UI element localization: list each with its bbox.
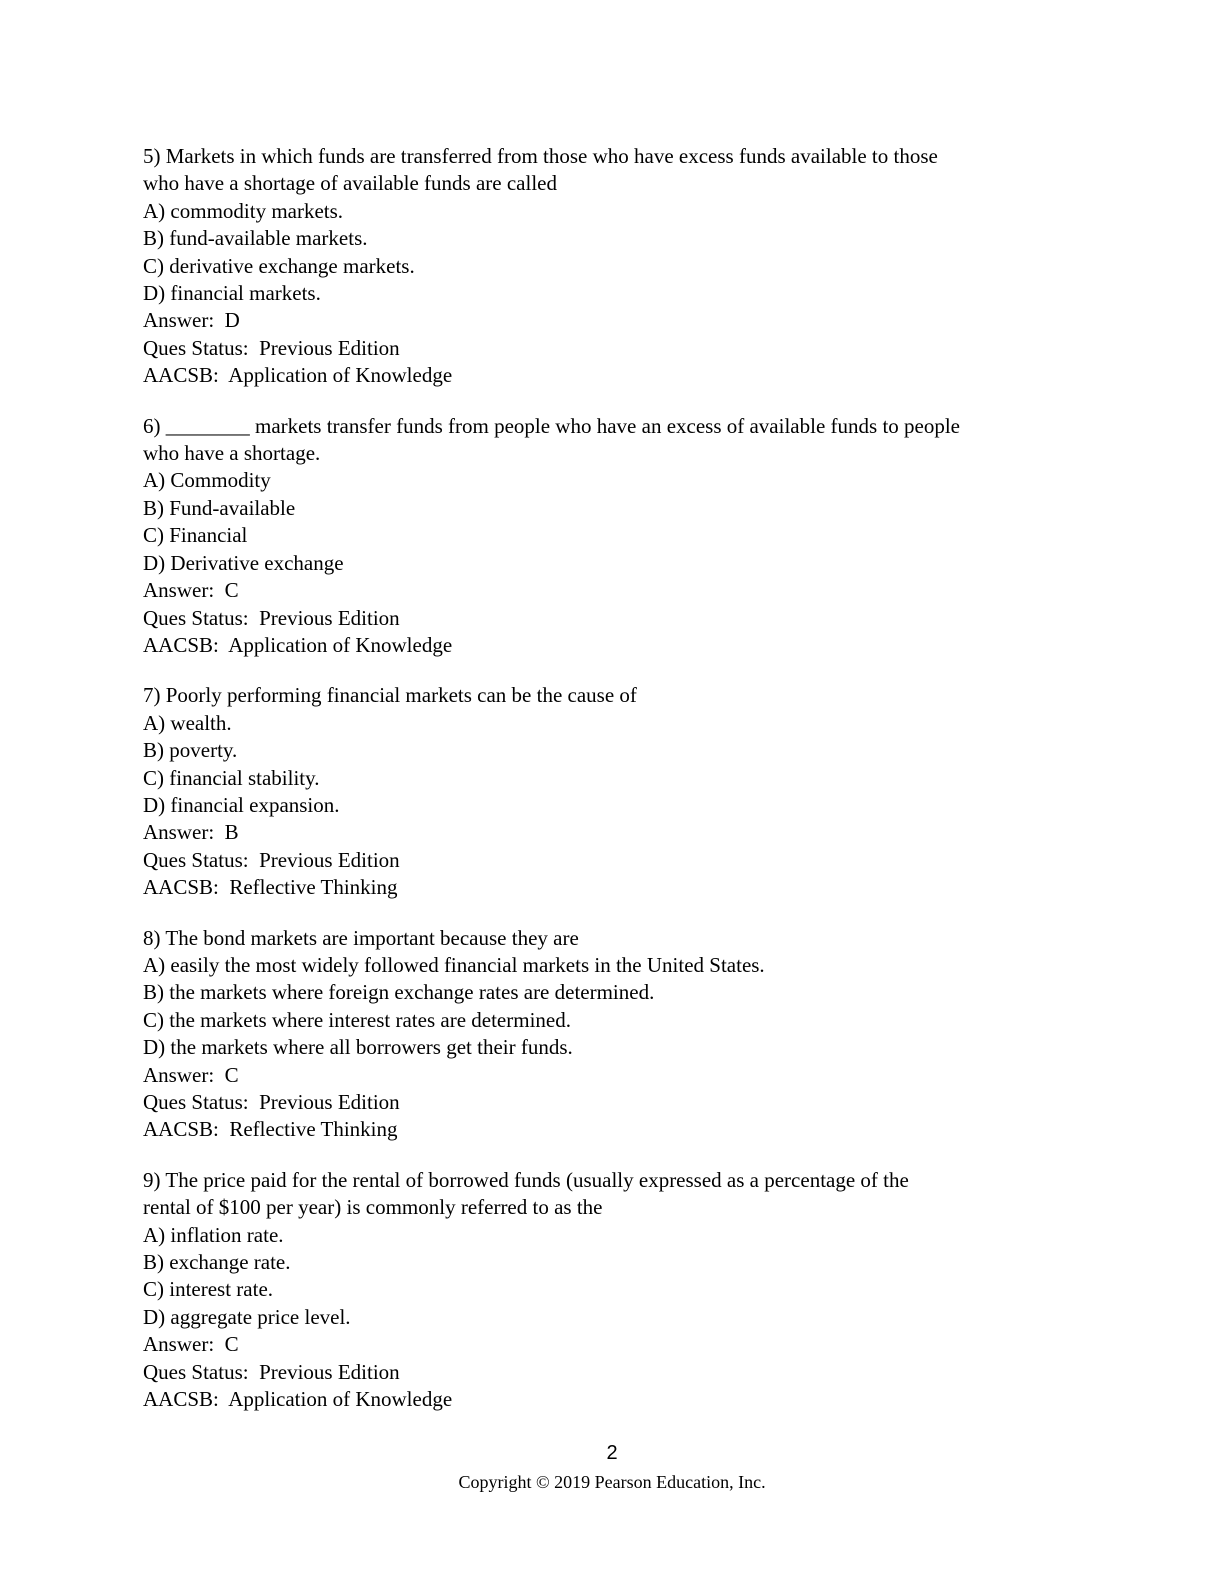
question-stem-line: 8) The bond markets are important because they are — [143, 925, 579, 950]
answer-option-d: D) financial markets. — [143, 281, 321, 306]
question-status: Ques Status: Previous Edition — [143, 335, 400, 360]
question-stem-line: 6) ________ markets transfer funds from people who have an excess of available funds to people — [143, 413, 961, 438]
question-status: Ques Status: Previous Edition — [143, 1359, 400, 1384]
page-number: 2 — [606, 1442, 618, 1464]
question-8 — [143, 925, 1083, 1144]
question-7 — [143, 682, 1083, 901]
answer-key: Answer: C — [143, 1062, 239, 1087]
question-9 — [143, 1167, 1083, 1414]
answer-key: Answer: D — [143, 308, 240, 333]
answer-option-b: B) Fund-available — [143, 495, 296, 520]
answer-option-b: B) fund-available markets. — [143, 226, 368, 251]
aacsb-tag: AACSB: Application of Knowledge — [143, 1387, 453, 1412]
answer-option-a: A) easily the most widely followed financial markets in the United States. — [143, 952, 765, 977]
answer-option-d: D) Derivative exchange — [143, 550, 344, 575]
aacsb-tag: AACSB: Application of Knowledge — [143, 632, 453, 657]
question-5 — [143, 143, 1083, 390]
answer-option-a: A) inflation rate. — [143, 1222, 284, 1247]
question-status: Ques Status: Previous Edition — [143, 1090, 400, 1114]
answer-option-d: D) the markets where all borrowers get their funds. — [143, 1035, 573, 1060]
answer-option-a: A) Commodity — [143, 468, 271, 493]
answer-option-c: C) interest rate. — [143, 1277, 274, 1302]
answer-option-b: B) poverty. — [143, 738, 238, 763]
answer-option-d: D) financial expansion. — [143, 792, 340, 817]
question-status: Ques Status: Previous Edition — [143, 847, 400, 872]
answer-key: Answer: B — [143, 820, 239, 845]
question-stem-line: 5) Markets in which funds are transferred from those who have excess funds available to those — [143, 144, 938, 168]
question-status: Ques Status: Previous Edition — [143, 605, 400, 630]
question-stem-line: 9) The price paid for the rental of borrowed funds (usually expressed as a percentage of the — [143, 1167, 909, 1192]
answer-key: Answer: C — [143, 1332, 239, 1357]
answer-option-b: B) exchange rate. — [143, 1250, 291, 1275]
answer-option-a: A) commodity markets. — [143, 198, 344, 223]
answer-option-c: C) financial stability. — [143, 765, 320, 790]
answer-option-c: C) Financial — [143, 523, 248, 548]
aacsb-tag: AACSB: Reflective Thinking — [143, 875, 398, 900]
answer-option-c: C) derivative exchange markets. — [143, 253, 415, 278]
answer-option-a: A) wealth. — [143, 710, 232, 735]
question-list — [143, 143, 1083, 1436]
aacsb-tag: AACSB: Application of Knowledge — [143, 363, 453, 388]
question-stem-line: who have a shortage. — [143, 441, 321, 466]
question-6 — [143, 413, 1083, 660]
answer-option-d: D) aggregate price level. — [143, 1304, 351, 1329]
question-stem-line: 7) Poorly performing financial markets can be the cause of — [143, 683, 637, 708]
answer-key: Answer: C — [143, 578, 239, 603]
aacsb-tag: AACSB: Reflective Thinking — [143, 1117, 398, 1142]
answer-option-b: B) the markets where foreign exchange rates are determined. — [143, 980, 655, 1005]
question-stem-line: who have a shortage of available funds are called — [143, 171, 557, 196]
copyright-notice: Copyright © 2019 Pearson Education, Inc. — [458, 1472, 766, 1492]
question-stem-line: rental of $100 per year) is commonly referred to as the — [143, 1195, 603, 1220]
answer-option-c: C) the markets where interest rates are determined. — [143, 1007, 571, 1032]
